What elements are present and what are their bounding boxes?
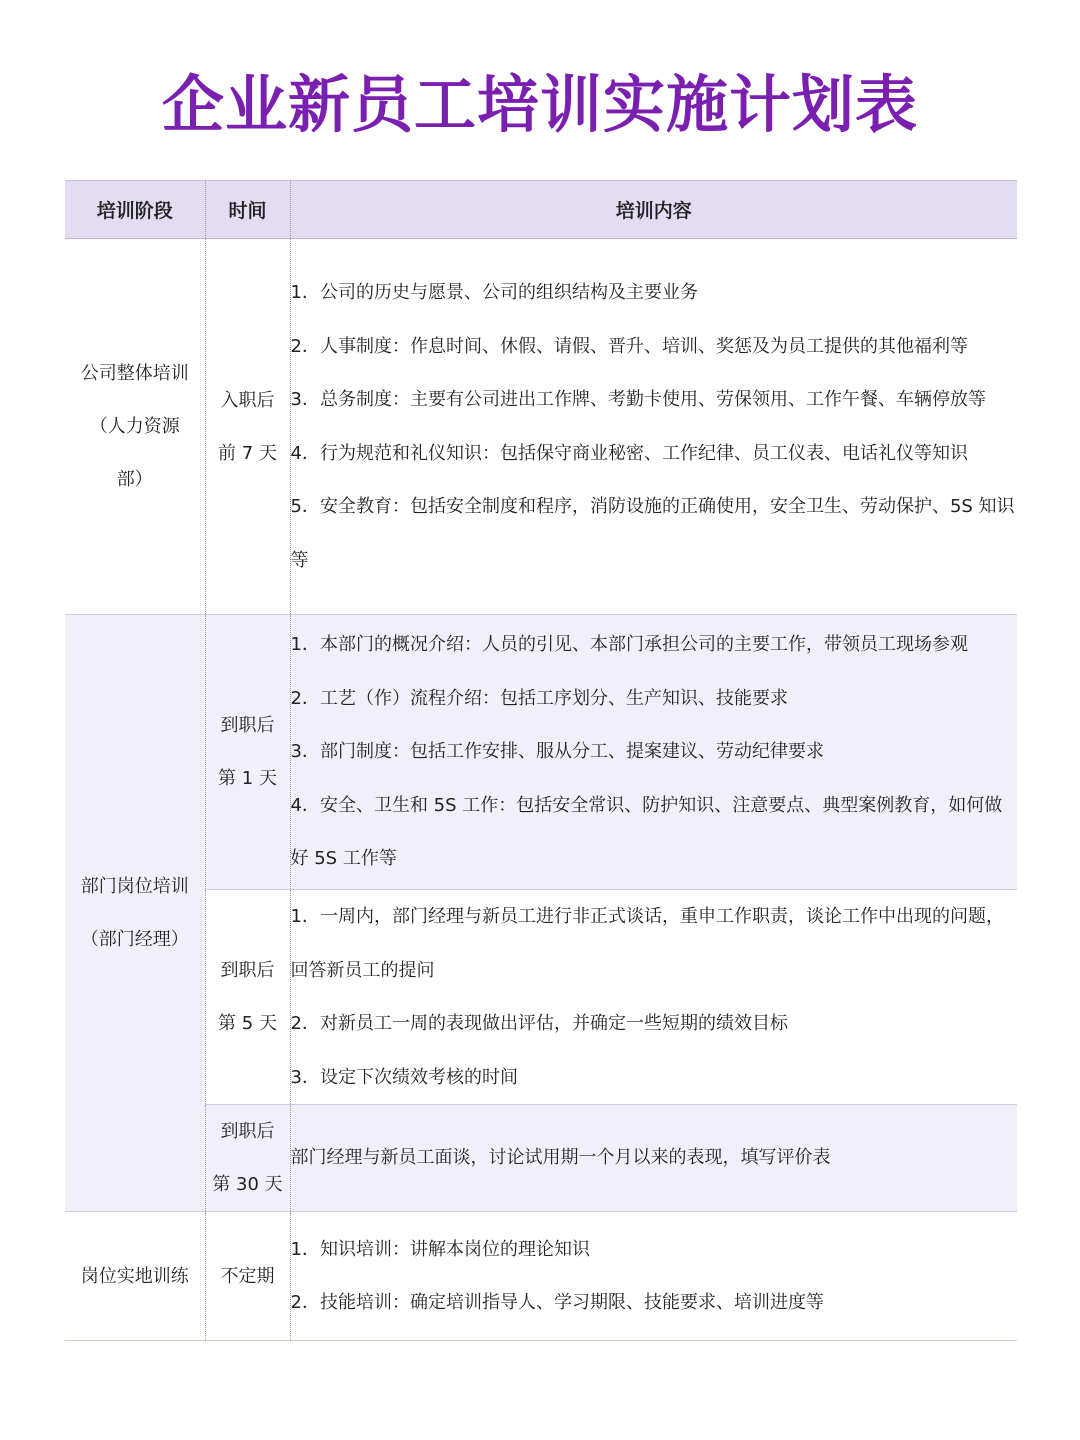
content-cell: [290, 615, 1017, 890]
stage-line: （部门经理）: [80, 929, 189, 950]
time-line: 第 5 天: [218, 1013, 277, 1034]
content-cell: [290, 1212, 1017, 1341]
header-stage: 培训阶段: [65, 181, 205, 239]
content-item: 1．公司的历史与愿景、公司的组织结构及主要业务: [290, 282, 698, 303]
time-line: 第 1 天: [218, 768, 277, 789]
content-item: 2．工艺（作）流程介绍：包括工序划分、生产知识、技能要求: [290, 687, 788, 709]
content-item: 4．行为规范和礼仪知识：包括保守商业秘密、工作纪律、员工仪表、电话礼仪等知识: [290, 442, 968, 464]
table-row: [65, 1105, 1017, 1212]
content-item: 3．设定下次绩效考核的时间: [290, 1066, 518, 1088]
content-item: 部门经理与新员工面谈，讨论试用期一个月以来的表现，填写评价表: [290, 1147, 831, 1169]
content-item: 5．安全教育：包括安全制度和程序，消防设施的正确使用，安全卫生、劳动保护、5S 知识等: [290, 496, 1015, 571]
content-item: 3．总务制度：主要有公司进出工作牌、考勤卡使用、劳保领用、工作午餐、车辆停放等: [290, 389, 986, 410]
time-line: 不定期: [220, 1265, 275, 1287]
table-row: [65, 239, 1017, 615]
time-line: 到职后: [220, 1121, 275, 1142]
content-item: 2．对新员工一周的表现做出评估，并确定一些短期的绩效目标: [290, 1013, 788, 1034]
content-item: 2．人事制度：作息时间、休假、请假、晋升、培训、奖惩及为员工提供的其他福利等: [290, 335, 968, 357]
training-plan-table: [65, 180, 1017, 1341]
header-time: 时间: [205, 181, 290, 239]
time-line: 入职后: [220, 389, 275, 411]
content-item: 4．安全、卫生和 5S 工作：包括安全常识、防护知识、注意要点、典型案例教育，如何做好 5S 工作等: [290, 794, 1003, 870]
stage-cell-department: [65, 615, 205, 1212]
content-cell: [290, 890, 1017, 1105]
stage-line: （人力资源: [89, 416, 180, 437]
time-cell: [205, 890, 290, 1105]
page-title: 企业新员工培训实施计划表: [161, 68, 918, 141]
content-cell: [290, 239, 1017, 615]
content-cell: [290, 1105, 1017, 1212]
table-row: [65, 615, 1017, 890]
content-item: 1．一周内，部门经理与新员工进行非正式谈话，重申工作职责，谈论工作中出现的问题，回答新员工的提问: [290, 906, 1004, 981]
stage-line: 部门岗位培训: [80, 876, 189, 897]
table-row: [65, 890, 1017, 1105]
time-cell: [205, 615, 290, 890]
time-line: 到职后: [220, 715, 275, 736]
stage-cell-onsite: [65, 1212, 205, 1341]
time-line: 到职后: [220, 960, 275, 981]
content-item: 1．知识培训：讲解本岗位的理论知识: [290, 1238, 590, 1260]
time-cell: [205, 1105, 290, 1212]
content-item: 2．技能培训：确定培训指导人、学习期限、技能要求、培训进度等: [290, 1292, 824, 1313]
table-row: [65, 1212, 1017, 1341]
stage-line: 部）: [116, 469, 153, 490]
time-cell: [205, 239, 290, 615]
time-line: 第 30 天: [212, 1174, 283, 1195]
stage-line: 公司整体培训: [80, 363, 189, 384]
stage-line: 岗位实地训练: [80, 1265, 189, 1287]
time-line: 前 7 天: [218, 442, 277, 464]
content-item: 1．本部门的概况介绍：人员的引见、本部门承担公司的主要工作，带领员工现场参观: [290, 634, 968, 656]
stage-cell-company: [65, 239, 205, 615]
header-content: 培训内容: [290, 181, 1017, 239]
content-item: 3．部门制度：包括工作安排、服从分工、提案建议、劳动纪律要求: [290, 741, 824, 763]
time-cell: [205, 1212, 290, 1341]
table-header-row: [65, 181, 1017, 239]
